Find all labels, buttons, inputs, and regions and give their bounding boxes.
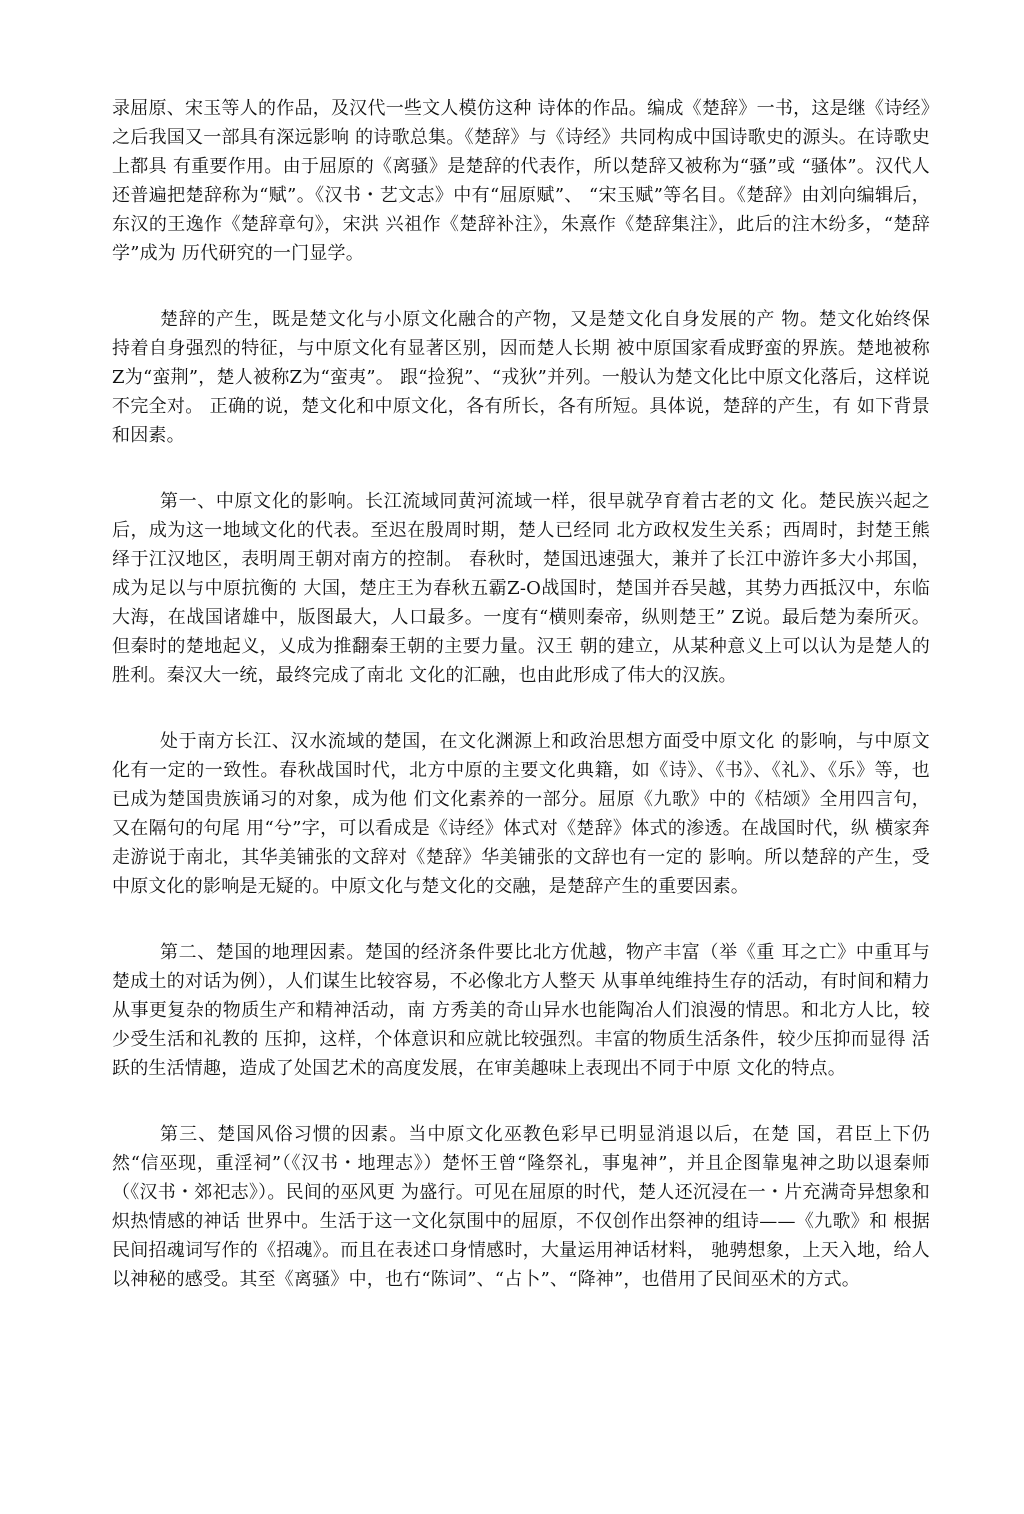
paragraph-factor-three: 第三、楚国风俗习惯的因素。当中原文化巫教色彩早已明显消退以后，在楚 国，君臣上下仍然“信巫现，重淫祠”（《汉书・地理志》）楚怀王曾“隆祭礼，事鬼神”，并且企图靠鬼神之助以退秦师（《汉书・郊祀志》）。民间的巫风更 为盛行。可见在屈原的时代，楚人还沉浸在一・片充满奇异想象和炽热情感的神话 世界中。生活于这一文化氛围中的屈原，不仅创作出祭神的组诗——《九歌》和 根据民间招魂词写作的《招魂》。而且在表述口身情感时，大量运用神话材料， 驰骋想象，上天入地，给人以神秘的感受。其至《离骚》中，也冇“陈词”、“占卜”、“降神”，也借用了民间巫术的方式。 [112,1124,930,1290]
paragraph-factor-two: 第二、楚国的地理因素。楚国的经济条件要比北方优越，物产丰富（举《重 耳之亡》中重耳与楚成土的对话为例），人们谋生比较容易，不必像北方人整天 从事单纯维持生存的活动，有时间和精力从事更复杂的物质生产和精神活动，南 方秀美的奇山异水也能陶冶人们浪漫的情思。和北方人比，较少受生活和礼教的 压抑，这样，个体意识和应就比较强烈。丰富的物质生活条件，较少压抑而显得 活跃的生活情趣，造成了处国艺术的高度发展，在审美趣味上表现出不同于中原 文化的特点。 [112,942,930,1079]
paragraph-intro: 录屈原、宋玉等人的作品，及汉代一些文人模仿这种 诗体的作品。编成《楚辞》一书，这是继《诗经》之后我国又一部具有深远影响 的诗歌总集。《楚辞》与《诗经》共同构成中国诗歌史的源头。在诗歌史上都具 有重要作用。由于屈原的《离骚》是楚辞的代表作，所以楚辞又被称为“骚”或 “骚体”。汉代人还普遍把楚辞称为“赋”。《汉书・艺文志》中有“屈原赋”、 “宋玉赋”等名目。《楚辞》由刘向编辑后，东汉的王逸作《楚辞章句》，宋洪 兴祖作《楚辞补注》，朱熹作《楚辞集注》，此后的注木纷多，“楚辞学”成为 历代研究的一门显学。 [112,98,930,264]
paragraph-origin: 楚辞的产生，既是楚文化与小原文化融合的产物，又是楚文化自身发展的产 物。楚文化始终保持着自身强烈的特征，与中原文化有显著区别，因而楚人长期 被中原国家看成野蛮的界族。楚地被称Z为“蛮荆”，楚人被称Z为“蛮夷”。 跟“捡猊”、“戎狄”并列。一般认为楚文化比中原文化落后，这样说不完全对。 正确的说，楚文化和中原文化，各有所长，各有所短。具体说，楚辞的产生，有 如下背景和因素。 [112,309,930,446]
paragraph-factor-one: 第一、中原文化的影响。长江流域同黄河流域一样，很早就孕育着古老的文 化。楚民族兴起之后，成为这一地域文化的代表。至迟在殷周时期，楚人已经同 北方政权发生关系；西周时，封楚王熊绎于江汉地区，表明周王朝对南方的控制。 春秋时，楚国迅速强大，兼并了长江中游许多大小邦国，成为足以与中原抗衡的 大国，楚庄王为春秋五霸Z-O战国时，楚国并吞吴越，其势力西抵汉中，东临 大海，在战国诸雄中，版图最大，人口最多。一度有“横则秦帝，纵则楚王” Z说。最后楚为秦所灭。但秦时的楚地起义，乂成为推翻秦王朝的主要力量。汉王 朝的建立，从某种意义上可以认为是楚人的胜利。秦汉大一统，最终完成了南北 文化的汇融，也由此形成了伟大的汉族。 [112,491,930,686]
document-page [112,94,930,1294]
paragraph-central-plains-influence: 处于南方长江、汉水流域的楚国，在文化渊源上和政治思想方面受中原文化 的影响，与中原文化有一定的一致性。春秋战国时代，北方中原的主要文化典籍，如《诗》、《书》、《礼》、《乐》等，也已成为楚国贵族诵习的对象，成为他 们文化素养的一部分。屈原《九歌》中的《桔颂》全用四言句，又在隔句的句尾 用“兮”字，可以看成是《诗经》体式对《楚辞》体式的渗透。在战国时代，纵 横家奔走游说于南北，其华美铺张的文辞对《楚辞》华美铺张的文辞也有一定的 影响。所以楚辞的产生，受中原文化的影响是无疑的。中原文化与楚文化的交融，是楚辞产生的重要因素。 [112,731,930,897]
